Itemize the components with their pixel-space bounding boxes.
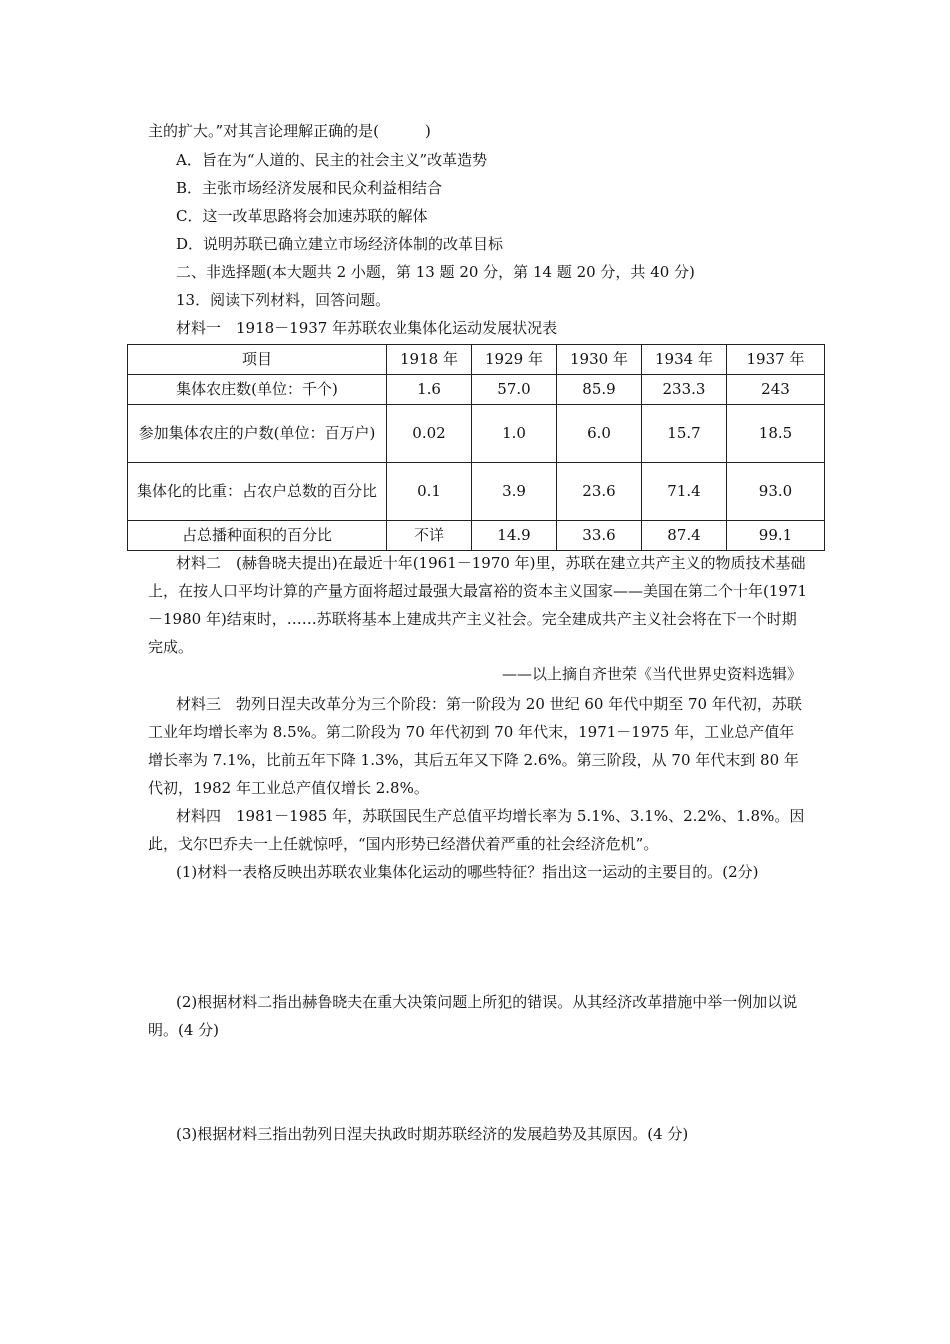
table-header: 1934 年	[642, 345, 727, 375]
table-cell: 15.7	[642, 405, 727, 463]
table-header: 1929 年	[472, 345, 557, 375]
material-2: 材料二 (赫鲁晓夫提出)在最近十年(1961－1970 年)里，苏联在建立共产主义的物质技术基础上，在按人口平均计算的产量方面将超过最强大最富裕的资本主义国家——美国在第二个十年(1971－1980 年)结束时，……苏联将基本上建成共产主义社会。完全建成共产主义社会将在下一个时期完成。	[148, 554, 808, 656]
material-2-source: ——以上摘自齐世荣《当代世界史资料选辑》	[501, 665, 802, 683]
option-a: A．旨在为“人道的、民主的社会主义”改革造势	[176, 151, 488, 169]
table-cell: 占总播种面积的百分比	[128, 521, 387, 551]
collectivization-table	[127, 344, 825, 551]
material-1-title: 材料一 1918－1937 年苏联农业集体化运动发展状况表	[176, 319, 558, 337]
table-cell: 0.1	[387, 463, 472, 521]
question-stem-tail	[148, 121, 431, 141]
stem-paren: )	[425, 122, 431, 140]
table-cell: 87.4	[642, 521, 727, 551]
table-cell: 集体化的比重：占农户总数的百分比	[128, 463, 387, 521]
table-cell: 3.9	[472, 463, 557, 521]
table-row	[128, 463, 825, 521]
section-heading: 二、非选择题(本大题共 2 小题，第 13 题 20 分，第 14 题 20 分，共 40 分)	[176, 263, 695, 281]
table-cell: 23.6	[557, 463, 642, 521]
table-header-row	[128, 345, 825, 375]
table-header: 项目	[128, 345, 387, 375]
table-cell: 93.0	[727, 463, 825, 521]
stem-text: 主的扩大。”对其言论理解正确的是(	[148, 122, 380, 140]
subquestion-1: (1)材料一表格反映出苏联农业集体化运动的哪些特征？指出这一运动的主要目的。(2分)	[176, 863, 759, 881]
table-cell: 18.5	[727, 405, 825, 463]
table-header: 1930 年	[557, 345, 642, 375]
table-cell: 集体农庄数(单位：千个)	[128, 375, 387, 405]
table-cell: 233.3	[642, 375, 727, 405]
table-row	[128, 521, 825, 551]
table-cell: 33.6	[557, 521, 642, 551]
table-cell: 1.6	[387, 375, 472, 405]
subquestion-2: (2)根据材料二指出赫鲁晓夫在重大决策问题上所犯的错误。从其经济改革措施中举一例加以说明。(4 分)	[148, 993, 798, 1039]
option-d: D．说明苏联已确立建立市场经济体制的改革目标	[176, 235, 504, 253]
table-cell: 99.1	[727, 521, 825, 551]
table-header: 1937 年	[727, 345, 825, 375]
material-4: 材料四 1981－1985 年，苏联国民生产总值平均增长率为 5.1%、3.1%、2.2%、1.8%。因此，戈尔巴乔夫一上任就惊呼，“国内形势已经潜伏着严重的社会经济危机”。	[148, 807, 805, 853]
table-cell: 0.02	[387, 405, 472, 463]
option-b: B．主张市场经济发展和民众利益相结合	[176, 179, 443, 197]
table-cell: 6.0	[557, 405, 642, 463]
material-3: 材料三 勃列日涅夫改革分为三个阶段：第一阶段为 20 世纪 60 年代中期至 70 年代初，苏联工业年均增长率为 8.5%。第二阶段为 70 年代初到 70 年代末，1971－1975 年，工业总产值年增长率为 7.1%，比前五年下降 1.3%，其后五年又下降 2.6%。第三阶段，从 70 年代末到 80 年代初，1982 年工业总产值仅增长 2.8%。	[148, 695, 802, 797]
table-cell: 85.9	[557, 375, 642, 405]
table-cell: 14.9	[472, 521, 557, 551]
question-13-heading: 13．阅读下列材料，回答问题。	[176, 291, 391, 309]
table-row	[128, 375, 825, 405]
table-row	[128, 405, 825, 463]
table-cell: 57.0	[472, 375, 557, 405]
table-header: 1918 年	[387, 345, 472, 375]
table-cell: 243	[727, 375, 825, 405]
option-c: C．这一改革思路将会加速苏联的解体	[176, 207, 428, 225]
table-cell: 71.4	[642, 463, 727, 521]
table-cell: 不详	[387, 521, 472, 551]
table-cell: 1.0	[472, 405, 557, 463]
subquestion-3: (3)根据材料三指出勃列日涅夫执政时期苏联经济的发展趋势及其原因。(4 分)	[176, 1125, 689, 1143]
table-cell: 参加集体农庄的户数(单位：百万户)	[128, 405, 387, 463]
